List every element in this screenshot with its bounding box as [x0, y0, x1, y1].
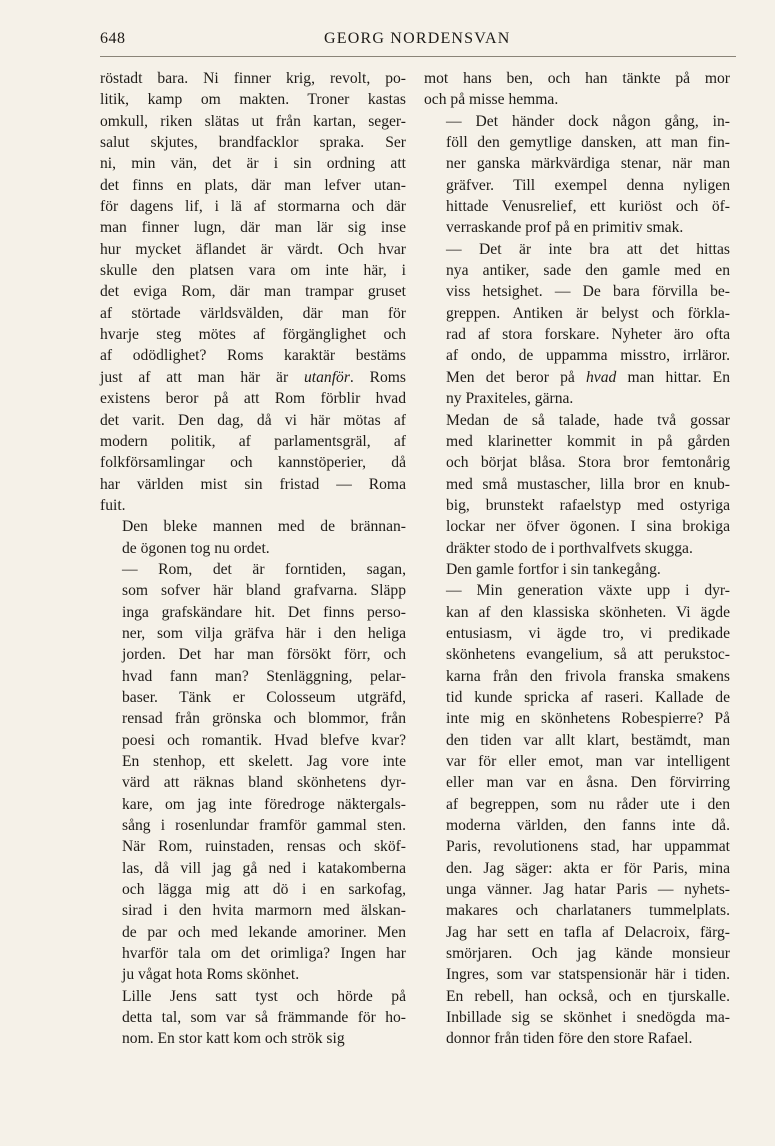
text-line: Men det beror på hvad man hittar. En: [446, 368, 730, 386]
text-line: — Det är inte bra att det hittas: [446, 240, 730, 258]
text-line: med små mustascher, lilla bror en knub-: [446, 475, 730, 493]
text-line: — Rom, det är forntiden, sagan,: [122, 560, 406, 578]
text-line: detta tal, som var så främmande för ho-: [122, 1009, 406, 1027]
text-line: entusiasm, vi ägde tro, vi predikade: [446, 624, 730, 642]
text-line: och lägga mig att dö i en sarkofag,: [122, 881, 406, 899]
text-line: just af att man här är utanför. Roms: [100, 368, 406, 386]
text-line: inte mig en skönhetens Robespierre? På: [446, 710, 730, 728]
paragraph: [100, 559, 406, 986]
text-line: eller man var en åsna. Den förvirring: [446, 774, 730, 792]
text-line: skönhetens evangelium, så att perukstoc-: [446, 646, 730, 664]
text-line: dräkter stodo de i porthvalfvets skugga.: [446, 539, 693, 557]
text-line: nya antiker, sade den gamle med en: [446, 262, 730, 280]
text-line: litik, kamp om makten. Troner kastas: [100, 91, 406, 109]
text-line: har världen mist sin fristad — Roma: [100, 475, 406, 493]
text-line: fuit.: [100, 496, 126, 514]
text-line: När Rom, ruinstaden, rensas och sköf-: [122, 838, 406, 856]
running-title: GEORG NORDENSVAN: [324, 30, 511, 47]
text-line: Lille Jens satt tyst och hörde på: [122, 987, 406, 1005]
text-line: af störtade världsvälden, där man för: [100, 304, 406, 322]
text-line: smörjaren. Och jag kände monsieur: [446, 945, 730, 963]
text-line: mot hans ben, och han tänkte på mor: [424, 70, 730, 87]
right-text-column: [424, 68, 730, 1050]
text-line: hur mycket äflandet är värdt. Och hvar: [100, 240, 406, 258]
paragraph: [100, 986, 406, 1050]
text-line: moderna världen, den fanns inte då.: [446, 817, 730, 835]
text-line: man finner lugn, där man lär sig inse: [100, 219, 406, 237]
text-line: unga vänner. Jag hatar Paris — nyhets-: [446, 881, 730, 899]
text-line: En stenhop, ett skelett. Jag vore inte: [122, 753, 406, 770]
text-line: ju vågat hota Roms skönhet.: [122, 966, 300, 984]
text-line: ni, min vän, det är i sin ordning att: [100, 155, 406, 173]
text-line: baser. Tänk er Colosseum utgräfd,: [122, 688, 406, 706]
text-line: gräfver. Till exempel denna nyligen: [446, 176, 730, 194]
text-line: de ögonen tog nu ordet.: [122, 539, 270, 557]
paragraph: [100, 516, 406, 559]
text-line: med klarinetter kommit in på gården: [446, 432, 730, 450]
paragraph: [424, 410, 730, 559]
text-line: hvarje steg mötes af förgänglighet och: [100, 326, 406, 344]
text-line: las, då vill jag gå ned i katakomberna: [122, 859, 406, 877]
left-text-column: [100, 68, 406, 1050]
paragraph: [424, 559, 730, 580]
text-line: den. Jag säger: akta er för Paris, mina: [446, 859, 730, 877]
text-line: salut skjutes, brandfacklor spraka. Ser: [100, 134, 406, 152]
text-line: af begreppen, som nu råder ute i den: [446, 795, 730, 813]
text-line: hvarför tala om det orimliga? Ingen har: [122, 945, 406, 963]
text-line: verraskande prof på en primitiv smak.: [446, 219, 684, 237]
text-line: folkförsamlingar och kannstöperier, då: [100, 454, 406, 472]
text-line: Paris, revolutionens stad, har uppammat: [446, 838, 730, 856]
text-line: makares och charlataners tummelplats.: [446, 902, 730, 920]
text-line: det finns en plats, där man lefver utan-: [100, 176, 406, 194]
header-rule: [100, 56, 736, 57]
text-line: sirad i den hvita marmorn med älskan-: [122, 902, 406, 920]
text-line: Inbillade sig se skönhet i snedögda ma-: [446, 1009, 730, 1027]
text-line: big, brunstekt rafaelstyp med ostyriga: [446, 496, 730, 514]
paragraph: [424, 239, 730, 410]
paragraph: [424, 111, 730, 239]
text-line: hvad fann man? Stenläggning, pelar-: [122, 667, 406, 685]
text-line: värd att räknas bland skönhetens dyr-: [122, 774, 406, 792]
text-line: Den gamle fortfor i sin tankegång.: [446, 560, 661, 578]
text-line: var för eller emot, man var intelligent: [446, 753, 730, 770]
text-line: donnor från tiden före den store Rafael.: [446, 1030, 693, 1048]
page-number: 648: [100, 30, 126, 47]
text-line: och börjat blåsa. Stora bror femtonårig: [446, 454, 730, 472]
paragraph: [424, 68, 730, 111]
text-line: poesi och romantik. Hvad blefve kvar?: [122, 731, 406, 749]
text-line: för dagens lif, i lä af stormarna och där: [100, 198, 406, 216]
text-line: rensad från grönska och blommor, från: [122, 710, 406, 728]
text-line: som sofver här bland grafvarna. Släpp: [122, 582, 406, 600]
page-header: [100, 28, 736, 54]
text-line: karna från den frivola franska smakens: [446, 667, 730, 685]
text-line: inga grafskändare hit. Det finns perso-: [122, 603, 406, 621]
text-line: omkull, riken slätas ut från kartan, seger-: [100, 112, 406, 130]
text-line: tid kunde spricka af raseri. Kallade de: [446, 688, 730, 706]
text-line: — Det händer dock någon gång, in-: [446, 112, 730, 130]
text-line: kan af den klassiska skönheten. Vi ägde: [446, 603, 730, 621]
text-line: röstadt bara. Ni finner krig, revolt, po-: [100, 70, 406, 87]
text-line: existens beror på att Rom förblir hvad: [100, 390, 406, 408]
text-line: de par och med lekande amoriner. Men: [122, 923, 406, 941]
text-line: — Min generation växte upp i dyr-: [446, 582, 730, 600]
text-line: Den bleke mannen med de brännan-: [122, 518, 406, 536]
paragraph: [100, 68, 406, 516]
text-line: det eviga Rom, där man trampar gruset: [100, 283, 406, 301]
text-line: lockar ner öfver ögonen. I sina brokiga: [446, 518, 730, 536]
text-line: den tiden var allt klart, bestämdt, man: [446, 731, 730, 749]
text-line: ner, som vilja gräfva här i den heliga: [122, 624, 406, 642]
text-line: hittade Venusrelief, ett kuriöst och öf-: [446, 198, 730, 216]
text-line: kare, om jag inte föredroge näktergals-: [122, 795, 406, 813]
text-line: Ingres, som var statspensionär här i tiden.: [446, 966, 730, 984]
text-line: af odödlighet? Roms karaktär bestäms: [100, 347, 406, 365]
text-line: greppen. Antiken är belyst och förkla-: [446, 304, 730, 322]
text-line: ny Praxiteles, gärna.: [446, 390, 574, 408]
text-line: rad af stora forskare. Nyheter äro ofta: [446, 326, 730, 344]
text-line: af ondo, de uppamma misstro, irrläror.: [446, 347, 730, 365]
text-line: nom. En stor katt kom och strök sig: [122, 1030, 345, 1048]
text-line: och på misse hemma.: [424, 91, 559, 109]
text-line: skulle den platsen vara om inte här, i: [100, 262, 406, 280]
text-line: Jag har sett en tafla af Delacroix, färg-: [446, 923, 730, 941]
paragraph: [424, 580, 730, 1050]
text-line: föll den gemytlige dansken, att man fin-: [446, 134, 730, 152]
text-line: modern politik, af parlamentsgräl, af: [100, 432, 406, 450]
text-line: ner ganska märkvärdiga stenar, när man: [446, 155, 730, 173]
text-line: viss hetsighet. — De bara förvilla be-: [446, 283, 730, 301]
text-line: Medan de så talade, hade två gossar: [446, 411, 730, 429]
text-line: det varit. Den dag, då vi här mötas af: [100, 411, 406, 429]
text-line: jorden. Det har man försökt förr, och: [122, 646, 406, 664]
text-line: En rebell, han också, och en tjurskalle.: [446, 987, 730, 1005]
text-line: sång i rosenlundar framför gammal sten.: [122, 817, 406, 835]
